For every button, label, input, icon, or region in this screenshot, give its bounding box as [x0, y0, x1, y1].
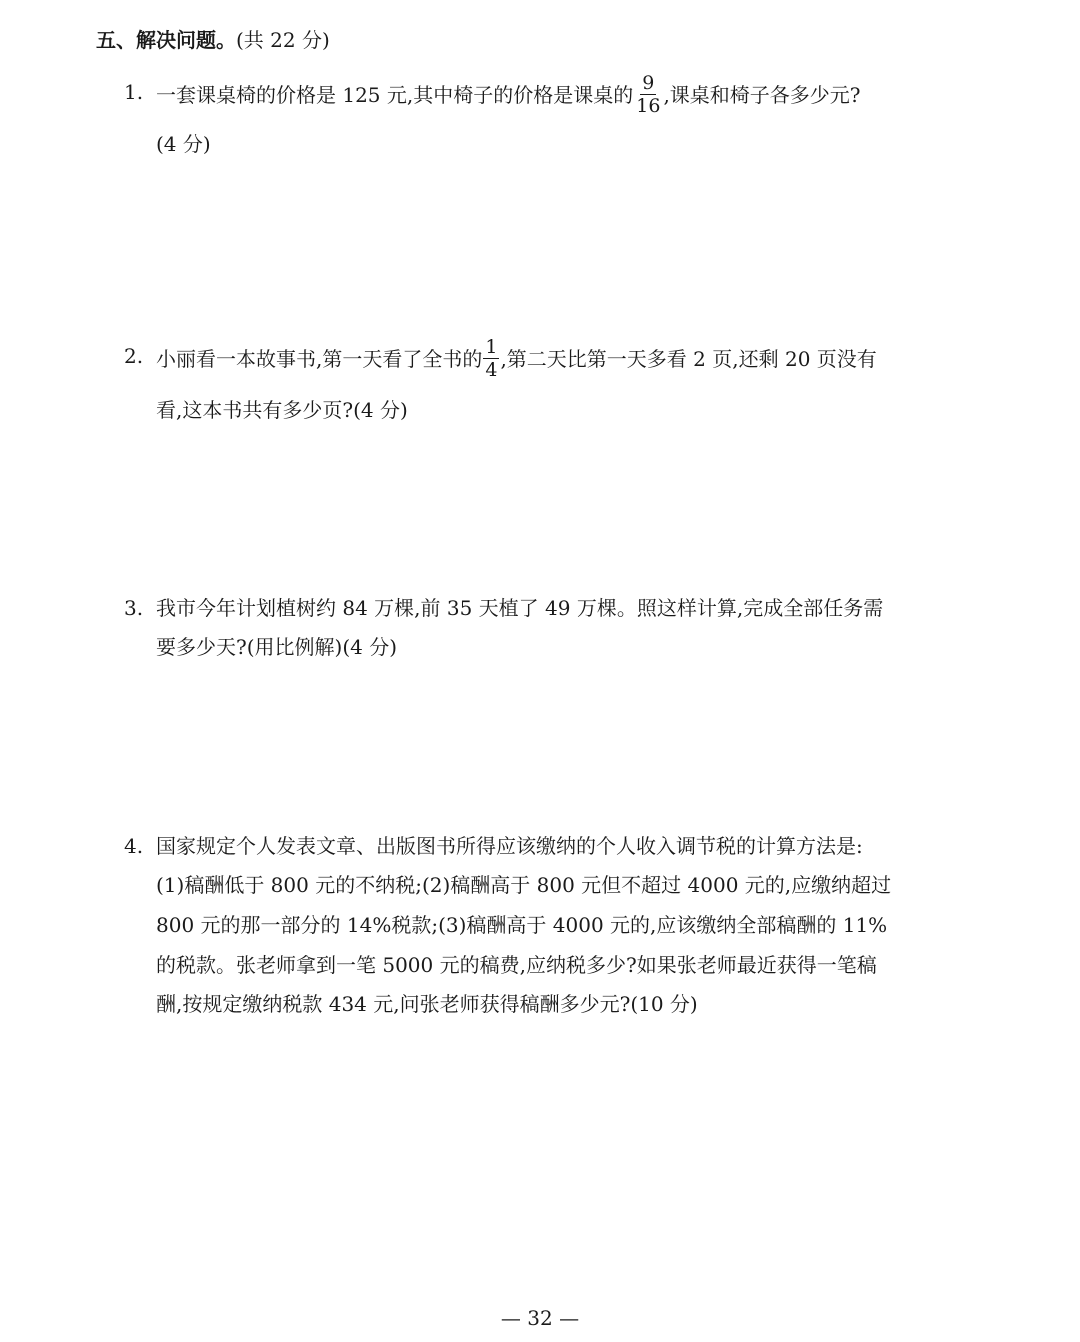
question-4-line-4: 的税款。张老师拿到一笔 5000 元的稿费,应纳税多少?如果张老师最近获得一笔稿 [156, 953, 877, 977]
question-4-line-2: (1)稿酬低于 800 元的不纳税;(2)稿酬高于 800 元但不超过 4000 元的,应缴纳超过 [156, 873, 892, 897]
question-1-number: 1. [124, 80, 144, 104]
question-1-fraction [634, 72, 662, 117]
question-2-fraction [483, 336, 499, 381]
question-1-line-1 [156, 74, 861, 119]
question-2-line-2: 看,这本书共有多少页?(4 分) [156, 398, 408, 422]
question-2-number: 2. [124, 344, 144, 368]
fraction-numerator: 9 [642, 72, 655, 94]
fraction-denominator: 16 [636, 95, 661, 117]
question-3-number: 3. [124, 596, 144, 620]
section-title [96, 22, 330, 58]
question-3-line-1: 我市今年计划植树约 84 万棵,前 35 天植了 49 万棵。照这样计算,完成全部任务需 [156, 596, 884, 620]
question-1-line-2: (4 分) [156, 132, 211, 156]
question-1-text-before: 一套课桌椅的价格是 125 元,其中椅子的价格是课桌的 [156, 83, 634, 107]
question-4-number: 4. [124, 834, 144, 858]
page-number: — 32 — [500, 1306, 580, 1330]
question-2-text-before: 小丽看一本故事书,第一天看了全书的 [156, 347, 483, 371]
question-2-line-1 [156, 338, 877, 383]
question-1-text-after: ,课桌和椅子各多少元? [663, 83, 861, 107]
question-4-line-5: 酬,按规定缴纳税款 434 元,问张老师获得稿酬多少元?(10 分) [156, 992, 698, 1016]
question-2-text-after: ,第二天比第一天多看 2 页,还剩 20 页没有 [500, 347, 877, 371]
fraction-numerator: 1 [485, 336, 498, 358]
question-4-line-3: 800 元的那一部分的 14%税款;(3)稿酬高于 4000 元的,应该缴纳全部稿酬的 11% [156, 913, 888, 937]
section-points: (共 22 分) [236, 28, 330, 52]
section-title-text: 五、解决问题。 [96, 28, 236, 52]
question-4-line-1: 国家规定个人发表文章、出版图书所得应该缴纳的个人收入调节税的计算方法是: [156, 834, 863, 858]
fraction-denominator: 4 [485, 359, 498, 381]
question-3-line-2: 要多少天?(用比例解)(4 分) [156, 635, 398, 659]
